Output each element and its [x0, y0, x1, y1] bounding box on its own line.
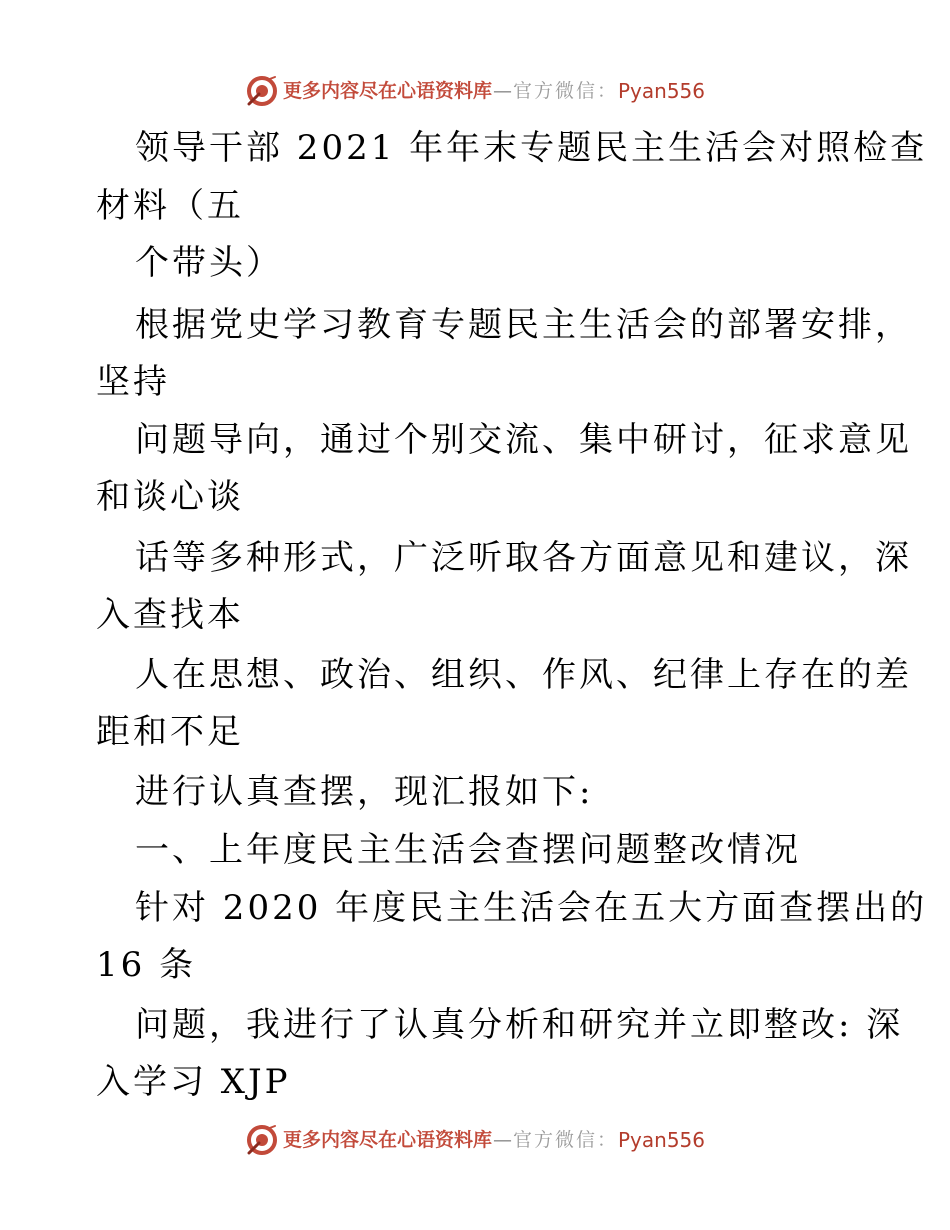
watermark-id: Pyan556	[618, 1128, 706, 1152]
paragraph-line: 进行认真查摆，现汇报如下:	[135, 772, 594, 812]
paragraph-line: 问题，我进行了认真分析和研究并立即整改: 深	[135, 1005, 904, 1045]
pen-circle-icon	[245, 74, 279, 108]
watermark-text: 更多内容尽在心语资料库	[282, 1128, 492, 1151]
paragraph-line: 16 条	[96, 945, 197, 985]
watermark-id: Pyan556	[618, 79, 706, 103]
paragraph-line: 入学习 XJP	[96, 1062, 291, 1102]
watermark-header	[0, 71, 950, 111]
doc-title-line-2: 材料（五	[96, 186, 244, 226]
paragraph-line: 距和不足	[96, 712, 244, 752]
watermark-label: 官方微信：	[512, 79, 618, 102]
doc-title-line-1: 领导干部 2021 年年末专题民主生活会对照检查	[135, 128, 928, 168]
watermark-label: 官方微信：	[512, 1128, 618, 1151]
paragraph-line: 针对 2020 年度民主生活会在五大方面查摆出的	[135, 888, 928, 928]
watermark-text: 更多内容尽在心语资料库	[282, 79, 492, 102]
paragraph-line: 人在思想、政治、组织、作风、纪律上存在的差	[135, 655, 912, 695]
watermark-dash: —	[492, 1128, 512, 1151]
watermark-footer	[0, 1120, 950, 1160]
pen-circle-icon	[245, 1123, 279, 1157]
paragraph-line: 和谈心谈	[96, 477, 244, 517]
paragraph-line: 根据党史学习教育专题民主生活会的部署安排，	[135, 305, 912, 345]
paragraph-line: 入查找本	[96, 595, 244, 635]
doc-title-line-3: 个带头）	[135, 243, 283, 283]
watermark-dash: —	[492, 79, 512, 102]
paragraph-line: 话等多种形式，广泛听取各方面意见和建议，深	[135, 538, 912, 578]
paragraph-line: 坚持	[96, 362, 170, 402]
section-heading: 一、上年度民主生活会查摆问题整改情况	[135, 830, 801, 870]
paragraph-line: 问题导向，通过个别交流、集中研讨，征求意见	[135, 420, 912, 460]
